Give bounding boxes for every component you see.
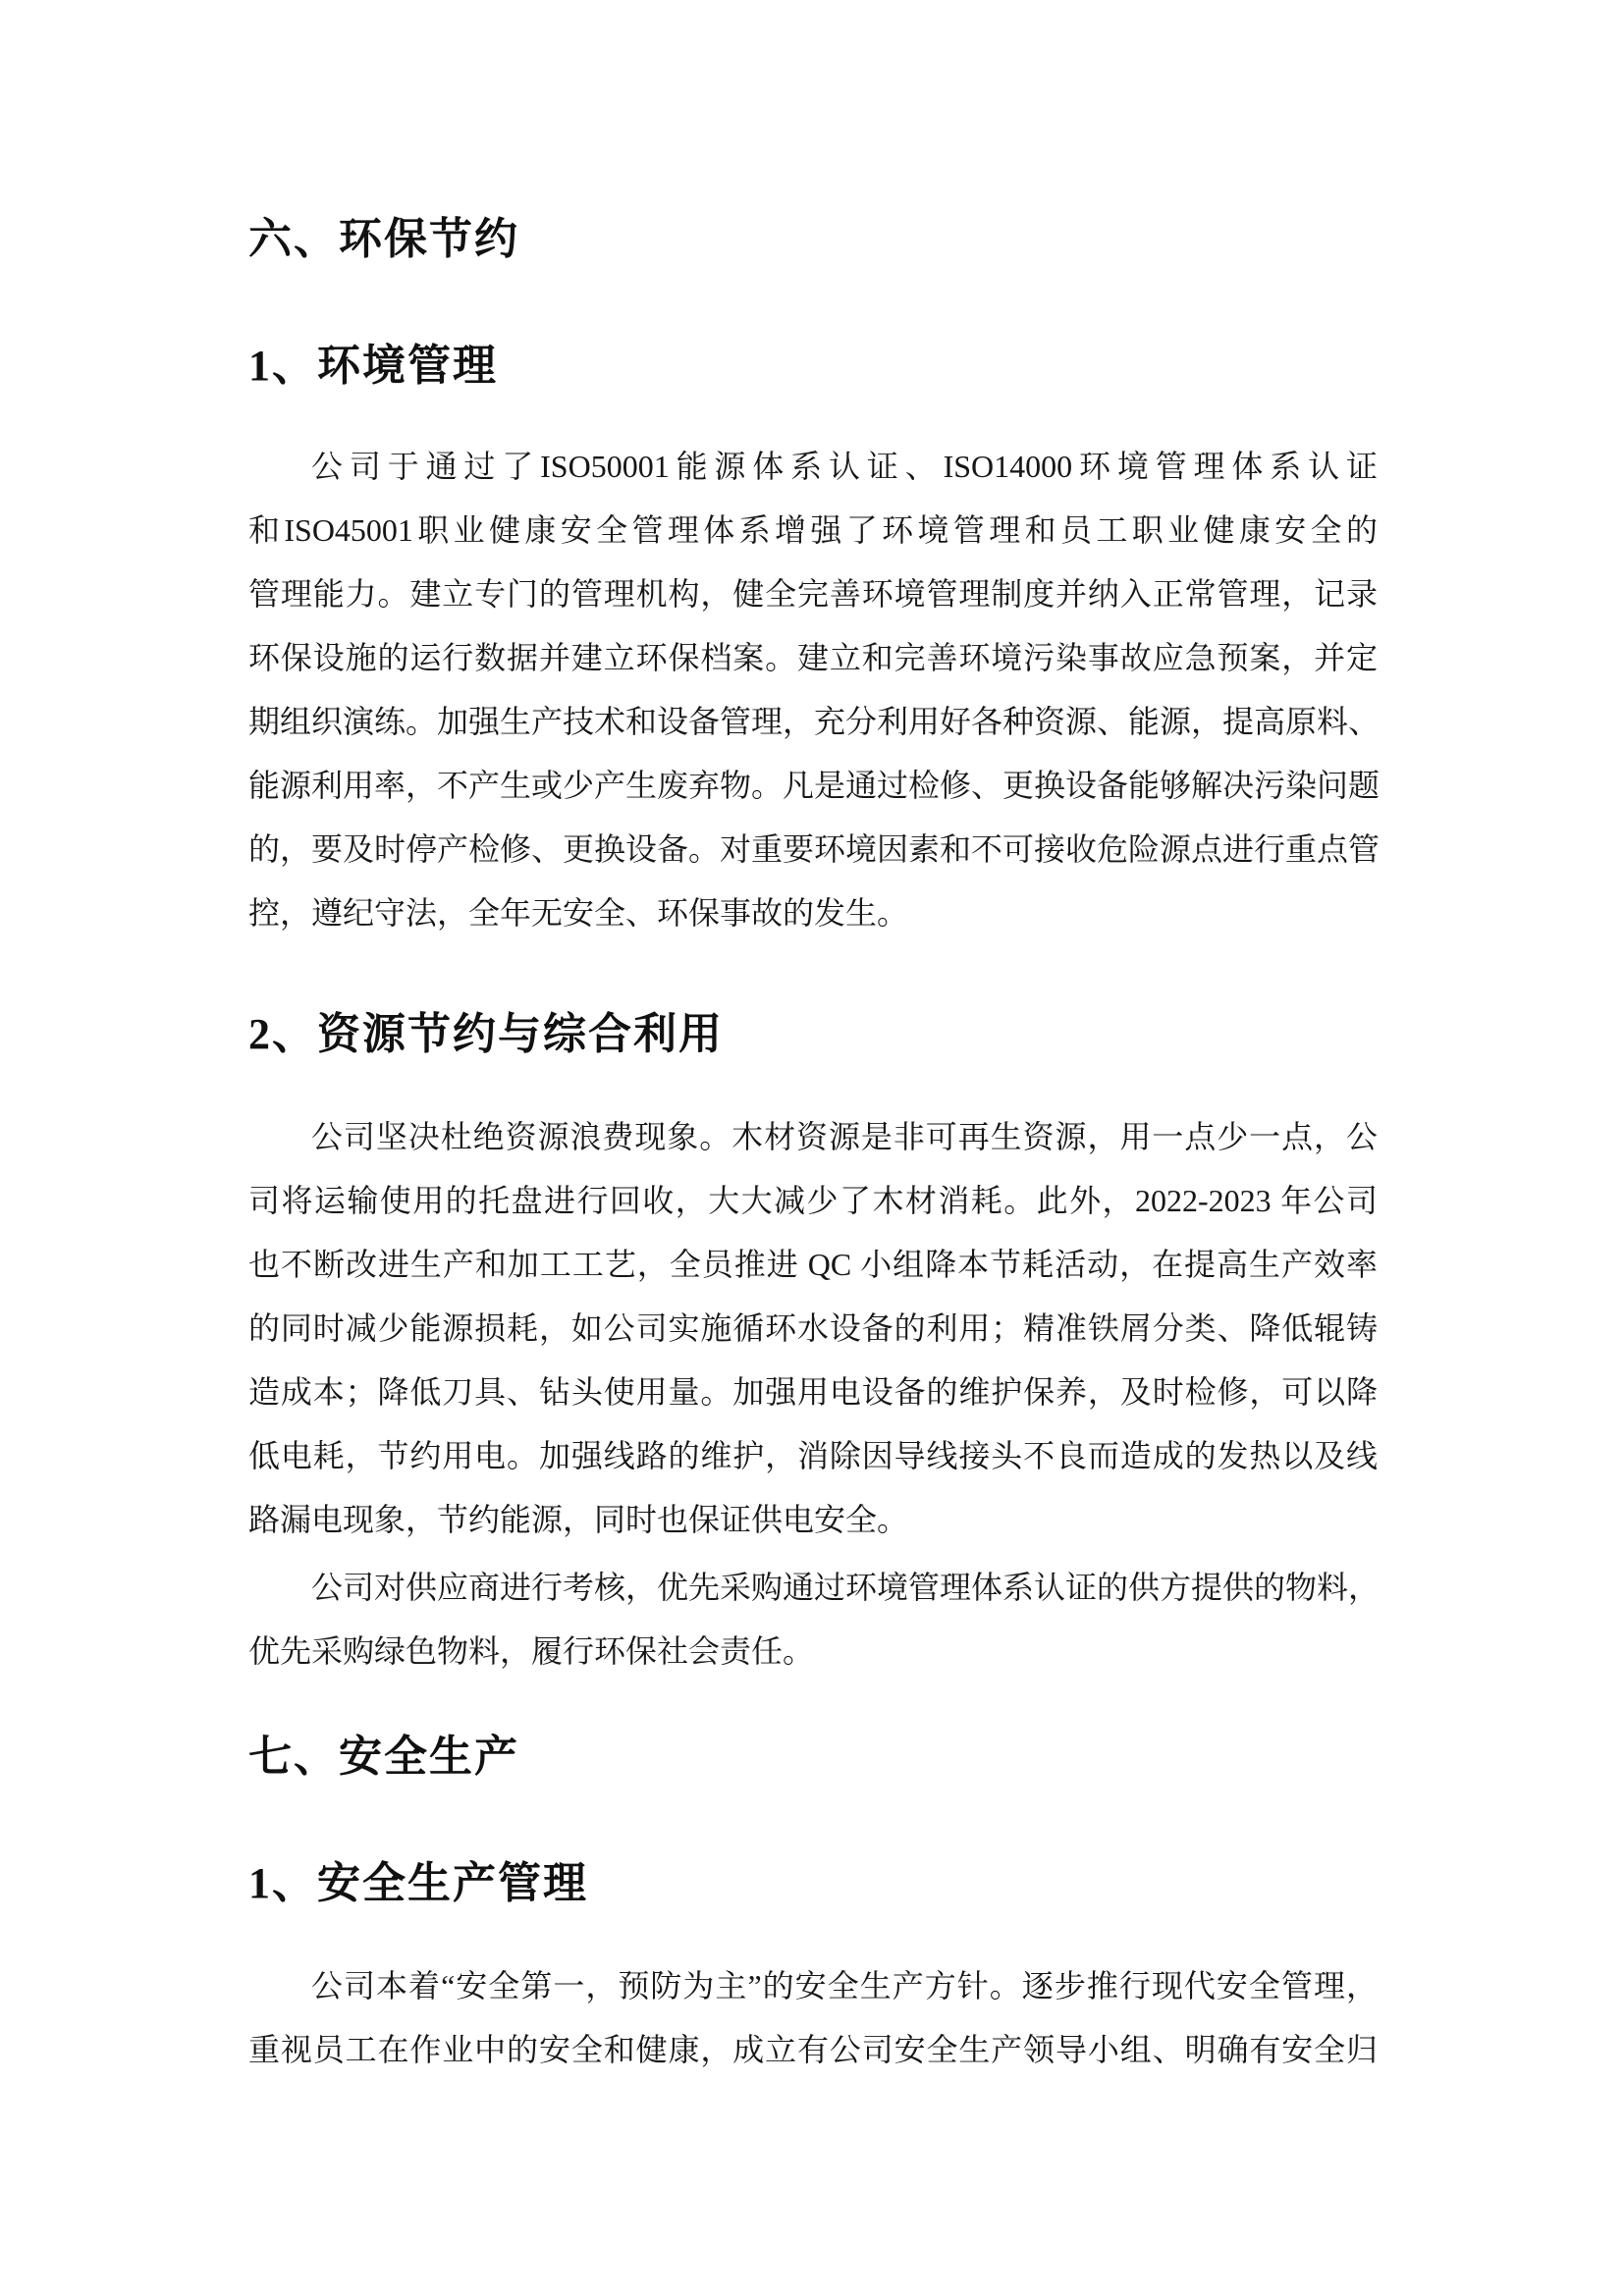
text-line: 造成本；降低刀具、钻头使用量。加强用电设备的维护保养，及时检修，可以降 [248, 1374, 1378, 1410]
subheading-6-2-resource-conservation: 2、资源节约与综合利用 [248, 1010, 724, 1058]
text-line: 期组织演练。加强生产技术和设备管理，充分利用好各种资源、能源，提高原料、 [248, 704, 1380, 739]
text-line: 控，遵纪守法，全年无安全、环保事故的发生。 [248, 895, 909, 931]
text-line: 司将运输使用的托盘进行回收，大大减少了木材消耗。此外，2022-2023 年公司 [248, 1183, 1378, 1218]
text-line: 公司本着“安全第一，预防为主”的安全生产方针。逐步推行现代安全管理， [311, 1968, 1378, 2003]
text-line: 的，要及时停产检修、更换设备。对重要环境因素和不可接收危险源点进行重点管 [248, 831, 1380, 867]
text-line: 公司对供应商进行考核，优先采购通过环境管理体系认证的供方提供的物料， [311, 1570, 1380, 1605]
text-line: 环保设施的运行数据并建立环保档案。建立和完善环境污染事故应急预案，并定 [248, 640, 1378, 675]
paragraph-environment-management [248, 435, 1378, 945]
text-line: 也不断改进生产和加工工艺，全员推进 QC 小组降本节耗活动，在提高生产效率 [248, 1247, 1378, 1282]
text-line: 优先采购绿色物料，履行环保社会责任。 [248, 1633, 815, 1669]
paragraph-resource-conservation [248, 1105, 1378, 1552]
text-line: 公司坚决杜绝资源浪费现象。木材资源是非可再生资源，用一点少一点，公 [311, 1119, 1378, 1154]
text-line: 的同时减少能源损耗，如公司实施循环水设备的利用；精准铁屑分类、降低辊铸 [248, 1310, 1378, 1346]
paragraph-supplier-assessment [248, 1556, 1378, 1683]
text-line: 公司于通过了ISO50001能源体系认证、ISO14000环境管理体系认证 [311, 449, 1378, 484]
text-line: 低电耗，节约用电。加强线路的维护，消除因导线接头不良而造成的发热以及线 [248, 1438, 1378, 1473]
subheading-6-1-environment-management: 1、环境管理 [248, 342, 498, 390]
paragraph-safety-management [248, 1954, 1378, 2082]
subheading-7-1-safety-management: 1、安全生产管理 [248, 1859, 588, 1907]
text-line: 和ISO45001职业健康安全管理体系增强了环境管理和员工职业健康安全的 [248, 512, 1378, 548]
heading-6-environmental-conservation: 六、环保节约 [248, 215, 519, 263]
heading-7-work-safety: 七、安全生产 [248, 1733, 519, 1781]
text-line: 路漏电现象，节约能源，同时也保证供电安全。 [248, 1502, 909, 1537]
text-line: 能源利用率，不产生或少产生废弃物。凡是通过检修、更换设备能够解决污染问题 [248, 768, 1380, 803]
text-line: 重视员工在作业中的安全和健康，成立有公司安全生产领导小组、明确有安全归 [248, 2032, 1378, 2067]
text-line: 管理能力。建立专门的管理机构，健全完善环境管理制度并纳入正常管理，记录 [248, 576, 1378, 612]
